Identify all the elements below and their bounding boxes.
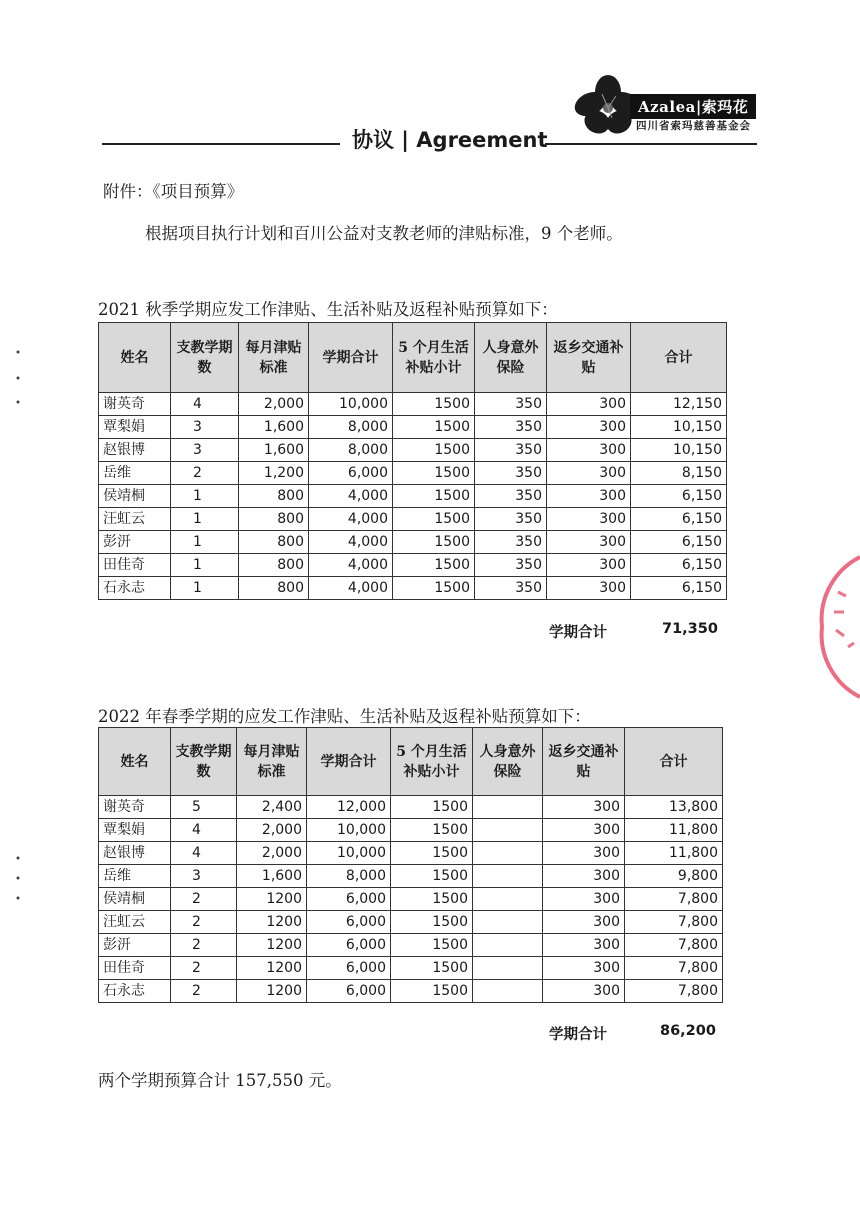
scan-margin-marks xyxy=(6,340,26,420)
value-cell: 300 xyxy=(543,819,625,842)
header-cell: 5 个月生活补贴小计 xyxy=(393,323,475,393)
teacher-name-cell: 彭汧 xyxy=(99,934,171,957)
attachment-label: 附件：《项目预算》 xyxy=(103,182,244,201)
value-cell: 6,000 xyxy=(307,934,391,957)
header-cell: 支教学期数 xyxy=(171,728,237,796)
table-row xyxy=(99,554,727,577)
red-seal-stamp xyxy=(808,552,860,702)
value-cell: 1200 xyxy=(237,888,307,911)
value-cell: 350 xyxy=(475,577,547,600)
value-cell: 1,600 xyxy=(237,865,307,888)
document-title: 协议 | Agreement xyxy=(352,128,548,152)
teacher-name-cell: 田佳奇 xyxy=(99,554,171,577)
value-cell: 300 xyxy=(547,462,631,485)
teacher-name-cell: 谢英奇 xyxy=(99,796,171,819)
value-cell: 1200 xyxy=(237,911,307,934)
value-cell: 4 xyxy=(171,393,239,416)
value-cell: 1 xyxy=(171,554,239,577)
header-cell: 学期合计 xyxy=(309,323,393,393)
value-cell: 1,600 xyxy=(239,416,309,439)
header-rule-right xyxy=(545,143,757,145)
header-cell: 学期合计 xyxy=(307,728,391,796)
value-cell: 7,800 xyxy=(625,888,723,911)
teacher-name-cell: 石永志 xyxy=(99,577,171,600)
value-cell: 300 xyxy=(543,888,625,911)
value-cell: 300 xyxy=(547,439,631,462)
header-rule-left xyxy=(102,143,340,145)
value-cell: 1500 xyxy=(393,416,475,439)
value-cell: 13,800 xyxy=(625,796,723,819)
value-cell: 1500 xyxy=(391,888,473,911)
value-cell: 1500 xyxy=(391,957,473,980)
header-cell: 5 个月生活补贴小计 xyxy=(391,728,473,796)
value-cell: 5 xyxy=(171,796,237,819)
header-cell: 姓名 xyxy=(99,728,171,796)
foundation-name: 四川省索玛慈善基金会 xyxy=(636,120,751,132)
grand-total-statement: 两个学期预算合计 157,550 元。 xyxy=(98,1071,342,1090)
value-cell: 1500 xyxy=(393,439,475,462)
value-cell: 1500 xyxy=(393,393,475,416)
value-cell: 300 xyxy=(547,577,631,600)
value-cell: 7,800 xyxy=(625,934,723,957)
value-cell: 10,000 xyxy=(307,819,391,842)
value-cell: 3 xyxy=(171,439,239,462)
value-cell: 6,000 xyxy=(307,888,391,911)
value-cell: 800 xyxy=(239,531,309,554)
value-cell: 800 xyxy=(239,508,309,531)
value-cell xyxy=(473,934,543,957)
value-cell: 1500 xyxy=(391,865,473,888)
value-cell: 300 xyxy=(543,842,625,865)
header-cell: 人身意外保险 xyxy=(473,728,543,796)
value-cell: 4,000 xyxy=(309,485,393,508)
value-cell: 800 xyxy=(239,485,309,508)
value-cell: 2 xyxy=(171,980,237,1003)
table-row xyxy=(99,911,723,934)
value-cell: 350 xyxy=(475,393,547,416)
value-cell: 2 xyxy=(171,911,237,934)
table-row xyxy=(99,980,723,1003)
teacher-name-cell: 彭汧 xyxy=(99,531,171,554)
value-cell: 4,000 xyxy=(309,508,393,531)
header-cell: 姓名 xyxy=(99,323,171,393)
value-cell: 6,150 xyxy=(631,554,727,577)
section2-caption: 2022 年春季学期的应发工作津贴、生活补贴及返程补贴预算如下： xyxy=(98,707,591,726)
value-cell: 1500 xyxy=(391,911,473,934)
value-cell: 7,800 xyxy=(625,957,723,980)
teacher-name-cell: 赵银博 xyxy=(99,439,171,462)
foundation-logo xyxy=(572,72,772,142)
table-row xyxy=(99,842,723,865)
value-cell: 350 xyxy=(475,508,547,531)
value-cell: 7,800 xyxy=(625,911,723,934)
value-cell: 1500 xyxy=(391,980,473,1003)
value-cell xyxy=(473,842,543,865)
header-cell: 合计 xyxy=(625,728,723,796)
table-row xyxy=(99,819,723,842)
value-cell: 350 xyxy=(475,554,547,577)
value-cell: 1,600 xyxy=(239,439,309,462)
value-cell: 800 xyxy=(239,554,309,577)
value-cell: 1500 xyxy=(391,842,473,865)
value-cell: 1 xyxy=(171,485,239,508)
value-cell: 3 xyxy=(171,416,239,439)
section2-total-value: 86,200 xyxy=(660,1023,716,1039)
value-cell: 300 xyxy=(543,980,625,1003)
value-cell: 10,150 xyxy=(631,416,727,439)
header-cell: 每月津贴标准 xyxy=(237,728,307,796)
value-cell: 4,000 xyxy=(309,531,393,554)
value-cell: 300 xyxy=(547,531,631,554)
value-cell: 12,000 xyxy=(307,796,391,819)
value-cell: 1500 xyxy=(393,577,475,600)
value-cell: 2,000 xyxy=(237,842,307,865)
value-cell: 1 xyxy=(171,531,239,554)
value-cell: 10,150 xyxy=(631,439,727,462)
table-row xyxy=(99,577,727,600)
value-cell: 4,000 xyxy=(309,554,393,577)
teacher-name-cell: 覃梨娟 xyxy=(99,416,171,439)
header-cell: 返乡交通补贴 xyxy=(547,323,631,393)
value-cell: 8,150 xyxy=(631,462,727,485)
table-row xyxy=(99,393,727,416)
teacher-name-cell: 侯靖桐 xyxy=(99,888,171,911)
table-row xyxy=(99,462,727,485)
value-cell: 350 xyxy=(475,439,547,462)
teacher-name-cell: 汪虹云 xyxy=(99,911,171,934)
value-cell xyxy=(473,980,543,1003)
value-cell: 6,150 xyxy=(631,531,727,554)
value-cell: 7,800 xyxy=(625,980,723,1003)
brand-name: Azalea|索玛花 xyxy=(630,94,756,119)
teacher-name-cell: 汪虹云 xyxy=(99,508,171,531)
value-cell: 8,000 xyxy=(309,439,393,462)
value-cell: 11,800 xyxy=(625,819,723,842)
value-cell: 6,000 xyxy=(307,980,391,1003)
table-row xyxy=(99,796,723,819)
value-cell: 300 xyxy=(543,865,625,888)
intro-paragraph: 根据项目执行计划和百川公益对支教老师的津贴标准，9 个老师。 xyxy=(145,224,623,243)
table-row xyxy=(99,957,723,980)
value-cell: 6,000 xyxy=(309,462,393,485)
value-cell: 1500 xyxy=(393,531,475,554)
teacher-name-cell: 侯靖桐 xyxy=(99,485,171,508)
value-cell xyxy=(473,819,543,842)
value-cell: 1500 xyxy=(391,819,473,842)
table-row xyxy=(99,485,727,508)
value-cell: 300 xyxy=(547,485,631,508)
section2-total-label: 学期合计 xyxy=(549,1027,607,1043)
header-cell: 每月津贴标准 xyxy=(239,323,309,393)
value-cell xyxy=(473,957,543,980)
value-cell: 300 xyxy=(543,911,625,934)
value-cell: 350 xyxy=(475,462,547,485)
value-cell: 350 xyxy=(475,416,547,439)
value-cell: 300 xyxy=(547,393,631,416)
value-cell: 2,000 xyxy=(237,819,307,842)
table-header-row xyxy=(99,323,727,393)
section1-total-label: 学期合计 xyxy=(549,625,607,641)
table-row xyxy=(99,416,727,439)
value-cell: 12,150 xyxy=(631,393,727,416)
value-cell: 3 xyxy=(171,865,237,888)
value-cell: 300 xyxy=(543,796,625,819)
teacher-name-cell: 田佳奇 xyxy=(99,957,171,980)
header-cell: 返乡交通补贴 xyxy=(543,728,625,796)
value-cell: 300 xyxy=(547,508,631,531)
value-cell: 1500 xyxy=(393,508,475,531)
value-cell xyxy=(473,865,543,888)
value-cell: 4 xyxy=(171,819,237,842)
header-cell: 支教学期数 xyxy=(171,323,239,393)
value-cell: 300 xyxy=(547,554,631,577)
value-cell: 350 xyxy=(475,531,547,554)
budget-table-2022-spring xyxy=(98,727,723,1003)
value-cell: 800 xyxy=(239,577,309,600)
teacher-name-cell: 谢英奇 xyxy=(99,393,171,416)
section1-total-value: 71,350 xyxy=(662,621,718,637)
header-cell: 合计 xyxy=(631,323,727,393)
value-cell: 2,400 xyxy=(237,796,307,819)
value-cell: 11,800 xyxy=(625,842,723,865)
value-cell: 300 xyxy=(543,957,625,980)
value-cell: 4 xyxy=(171,842,237,865)
value-cell xyxy=(473,888,543,911)
value-cell: 8,000 xyxy=(309,416,393,439)
value-cell: 2,000 xyxy=(239,393,309,416)
value-cell: 1500 xyxy=(391,796,473,819)
value-cell: 6,150 xyxy=(631,485,727,508)
value-cell: 1200 xyxy=(237,934,307,957)
value-cell: 350 xyxy=(475,485,547,508)
value-cell: 1500 xyxy=(391,934,473,957)
value-cell: 1500 xyxy=(393,554,475,577)
teacher-name-cell: 岳维 xyxy=(99,462,171,485)
teacher-name-cell: 赵银博 xyxy=(99,842,171,865)
value-cell: 6,150 xyxy=(631,508,727,531)
table-header-row xyxy=(99,728,723,796)
value-cell: 6,000 xyxy=(307,911,391,934)
value-cell: 1500 xyxy=(393,462,475,485)
section1-caption: 2021 秋季学期应发工作津贴、生活补贴及返程补贴预算如下： xyxy=(98,300,558,319)
table-row xyxy=(99,934,723,957)
value-cell xyxy=(473,911,543,934)
value-cell: 1200 xyxy=(237,980,307,1003)
value-cell: 2 xyxy=(171,888,237,911)
value-cell: 1,200 xyxy=(239,462,309,485)
value-cell: 1200 xyxy=(237,957,307,980)
table-row xyxy=(99,439,727,462)
value-cell: 9,800 xyxy=(625,865,723,888)
value-cell: 2 xyxy=(171,934,237,957)
value-cell: 1 xyxy=(171,577,239,600)
value-cell: 300 xyxy=(543,934,625,957)
table-row xyxy=(99,888,723,911)
value-cell: 6,000 xyxy=(307,957,391,980)
table-row xyxy=(99,531,727,554)
teacher-name-cell: 石永志 xyxy=(99,980,171,1003)
header-cell: 人身意外保险 xyxy=(475,323,547,393)
value-cell: 1500 xyxy=(393,485,475,508)
teacher-name-cell: 岳维 xyxy=(99,865,171,888)
value-cell: 10,000 xyxy=(309,393,393,416)
value-cell: 4,000 xyxy=(309,577,393,600)
scan-margin-marks xyxy=(6,850,26,910)
teacher-name-cell: 覃梨娟 xyxy=(99,819,171,842)
value-cell: 2 xyxy=(171,462,239,485)
value-cell: 2 xyxy=(171,957,237,980)
value-cell xyxy=(473,796,543,819)
value-cell: 1 xyxy=(171,508,239,531)
budget-table-2021-autumn xyxy=(98,322,727,600)
value-cell: 8,000 xyxy=(307,865,391,888)
value-cell: 10,000 xyxy=(307,842,391,865)
value-cell: 300 xyxy=(547,416,631,439)
table-row xyxy=(99,508,727,531)
value-cell: 6,150 xyxy=(631,577,727,600)
table-row xyxy=(99,865,723,888)
